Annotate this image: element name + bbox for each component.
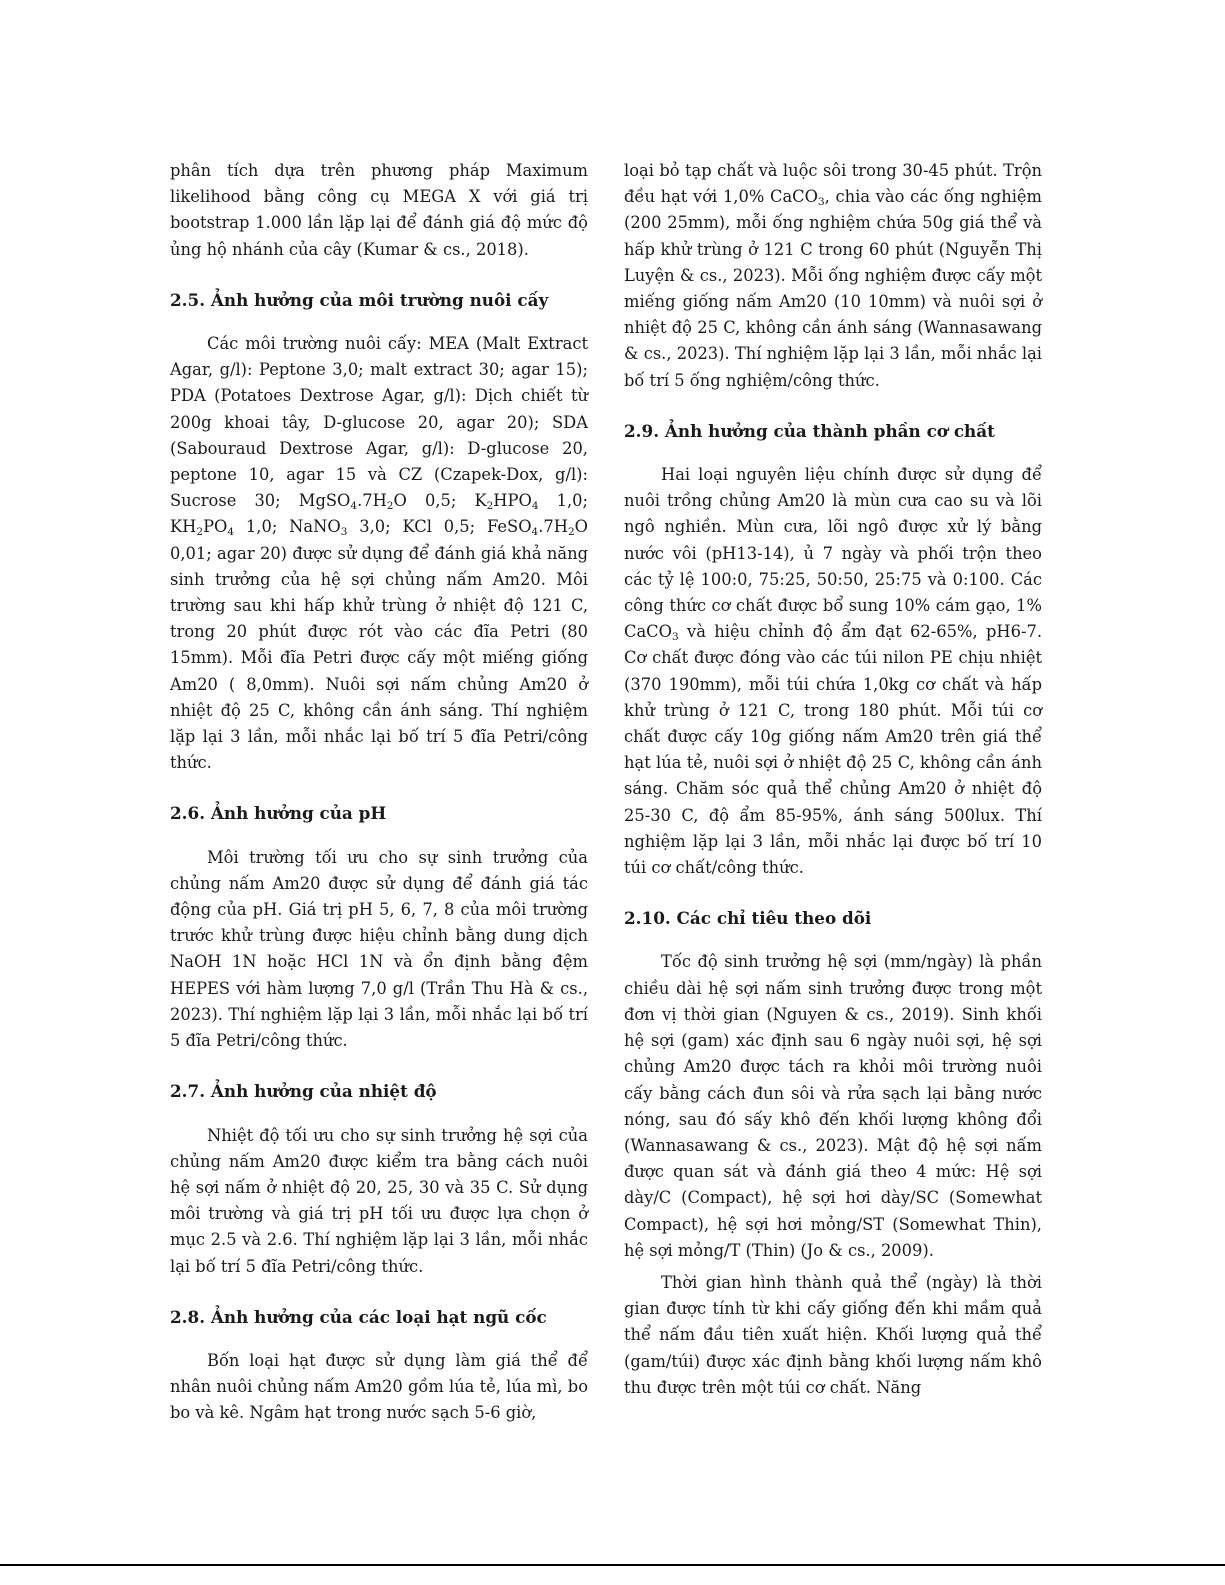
heading-2-10: 2.10. Các chỉ tiêu theo dõi bbox=[624, 908, 872, 929]
right-column bbox=[624, 158, 1042, 1401]
paragraph-2-10-b: Thời gian hình thành quả thể (ngày) là thời gian được tính từ khi cấy giống đến khi mầm quả thể nấm đầu tiên xuất hiện. Khối lượng quả thể (gam/túi) được xác định bằng khối lượng nấm khô thu được trên một túi cơ chất. Năng bbox=[624, 1272, 1042, 1397]
heading-2-7: 2.7. Ảnh hưởng của nhiệt độ bbox=[170, 1081, 437, 1102]
paragraph-2-8: Bốn loại hạt được sử dụng làm giá thể để nhân nuôi chủng nấm Am20 gồm lúa tẻ, lúa mì, bo bo và kê. Ngâm hạt trong nước sạch 5-6 giờ, bbox=[170, 1350, 588, 1423]
left-column bbox=[170, 158, 588, 1427]
paragraph-2-10-a: Tốc độ sinh trưởng hệ sợi (mm/ngày) là phần chiều dài hệ sợi nấm sinh trưởng được trong một đơn vị thời gian (Nguyen & cs., 2019). Sinh khối hệ sợi (gam) xác định sau 6 ngày nuôi sợi, hệ sợi chủng Am20 được tách ra khỏi môi trường nuôi cấy bằng cách đun sôi và rửa sạch lại bằng nước nóng, sau đó sấy khô đến khối lượng không đổi (Wannasawang & cs., 2023). Mật độ hệ sợi nấm được quan sát và đánh giá theo 4 mức: Hệ sợi dày/C (Compact), hệ sợi hơi dày/SC (Somewhat Compact), hệ sợi hơi mỏng/ST (Somewhat Thin), hệ sợi mỏng/T (Thin) (Jo & cs., 2009). bbox=[624, 952, 1042, 1260]
heading-2-8: 2.8. Ảnh hưởng của các loại hạt ngũ cốc bbox=[170, 1306, 547, 1327]
bottom-rule bbox=[0, 1564, 1225, 1566]
paragraph-2-6: Môi trường tối ưu cho sự sinh trưởng của chủng nấm Am20 được sử dụng để đánh giá tác động của pH. Giá trị pH 5, 6, 7, 8 của môi trường trước khử trùng được hiệu chỉnh bằng dung dịch NaOH 1N hoặc HCl 1N và ổn định bằng đệm HEPES với hàm lượng 7,0 g/l (Trần Thu Hà & cs., 2023). Thí nghiệm lặp lại 3 lần, mỗi nhắc lại bố trí 5 đĩa Petri/công thức. bbox=[170, 847, 588, 1051]
heading-2-5: 2.5. Ảnh hưởng của môi trường nuôi cấy bbox=[170, 289, 549, 310]
paragraph-2-5: Các môi trường nuôi cấy: MEA (Malt Extract Agar, g/l): Peptone 3,0; malt extract 30; agar 15); PDA (Potatoes Dextrose Agar, g/l): Dịch chiết từ 200g khoai tây, D-glucose 20, agar 20); SDA (Sabouraud Dextrose Agar, g/l): D-glucose 20, peptone 10, agar 15 và CZ (Czapek-Dox, g/l): Sucrose 30; $MgSO_4.7H_2O$ 0,5; $K_2HPO_4$ 1,0; $KH_2PO_4$ 1,0; NaNO$_3$ 3,0; KCl 0,5; $FeSO_4.7H_2O$ 0,01; agar 20) được sử dụng để đánh giá khả năng sinh trưởng của hệ sợi chủng nấm Am20. Môi trường sau khi hấp khử trùng ở nhiệt độ 121 C, trong 20 phút được rót vào các đĩa Petri (80 15mm). Mỗi đĩa Petri được cấy một miếng giống Am20 ( 8,0mm). Nuôi sợi nấm chủng Am20 ở nhiệt độ 25 C, không cần ánh sáng. Thí nghiệm lặp lại 3 lần, mỗi nhắc lại bố trí 5 đĩa Petri/công thức. bbox=[170, 334, 589, 773]
heading-2-9: 2.9. Ảnh hưởng của thành phần cơ chất bbox=[624, 420, 995, 441]
paragraph-intro: phân tích dựa trên phương pháp Maximum likelihood bằng công cụ MEGA X với giá trị bootstrap 1.000 lần lặp lại để đánh giá độ mức độ ủng hộ nhánh của cây (Kumar & cs., 2018). bbox=[170, 161, 588, 259]
paragraph-2-8-continued: loại bỏ tạp chất và luộc sôi trong 30-45 phút. Trộn đều hạt với 1,0% CaCO$_3$, chia vào các ống nghiệm (200 25mm), mỗi ống nghiệm chứa 50g giá thể và hấp khử trùng ở 121 C trong 60 phút (Nguyễn Thị Luyện & cs., 2023). Mỗi ống nghiệm được cấy một miếng giống nấm Am20 (10 10mm) và nuôi sợi ở nhiệt độ 25 C, không cần ánh sáng (Wannasawang & cs., 2023). Thí nghiệm lặp lại 3 lần, mỗi nhắc lại bố trí 5 ống nghiệm/công thức. bbox=[624, 161, 1042, 390]
paragraph-2-9: Hai loại nguyên liệu chính được sử dụng để nuôi trồng chủng Am20 là mùn cưa cao su và lõi ngô nghiền. Mùn cưa, lõi ngô được xử lý bằng nước vôi (pH13-14), ủ 7 ngày và phối trộn theo các tỷ lệ 100:0, 75:25, 50:50, 25:75 và 0:100. Các công thức cơ chất được bổ sung 10% cám gạo, 1% CaCO$_3$ và hiệu chỉnh độ ẩm đạt 62-65%, pH6-7. Cơ chất được đóng vào các túi nilon PE chịu nhiệt (370 190mm), mỗi túi chứa 1,0kg cơ chất và hấp khử trùng ở 121 C, trong 180 phút. Mỗi túi cơ chất được cấy 10g giống nấm Am20 trên giá thể hạt lúa tẻ, nuôi sợi ở nhiệt độ 25 C, không cần ánh sáng. Chăm sóc quả thể chủng Am20 ở nhiệt độ 25-30 C, độ ẩm 85-95%, ánh sáng 500lux. Thí nghiệm lặp lại 3 lần, mỗi nhắc lại được bố trí 10 túi cơ chất/công thức. bbox=[624, 465, 1042, 878]
heading-2-6: 2.6. Ảnh hưởng của pH bbox=[170, 803, 387, 824]
paragraph-2-7: Nhiệt độ tối ưu cho sự sinh trưởng hệ sợi của chủng nấm Am20 được kiểm tra bằng cách nuôi hệ sợi nấm ở nhiệt độ 20, 25, 30 và 35 C. Sử dụng môi trường và giá trị pH tối ưu được lựa chọn ở mục 2.5 và 2.6. Thí nghiệm lặp lại 3 lần, mỗi nhắc lại bố trí 5 đĩa Petri/công thức. bbox=[170, 1125, 588, 1276]
